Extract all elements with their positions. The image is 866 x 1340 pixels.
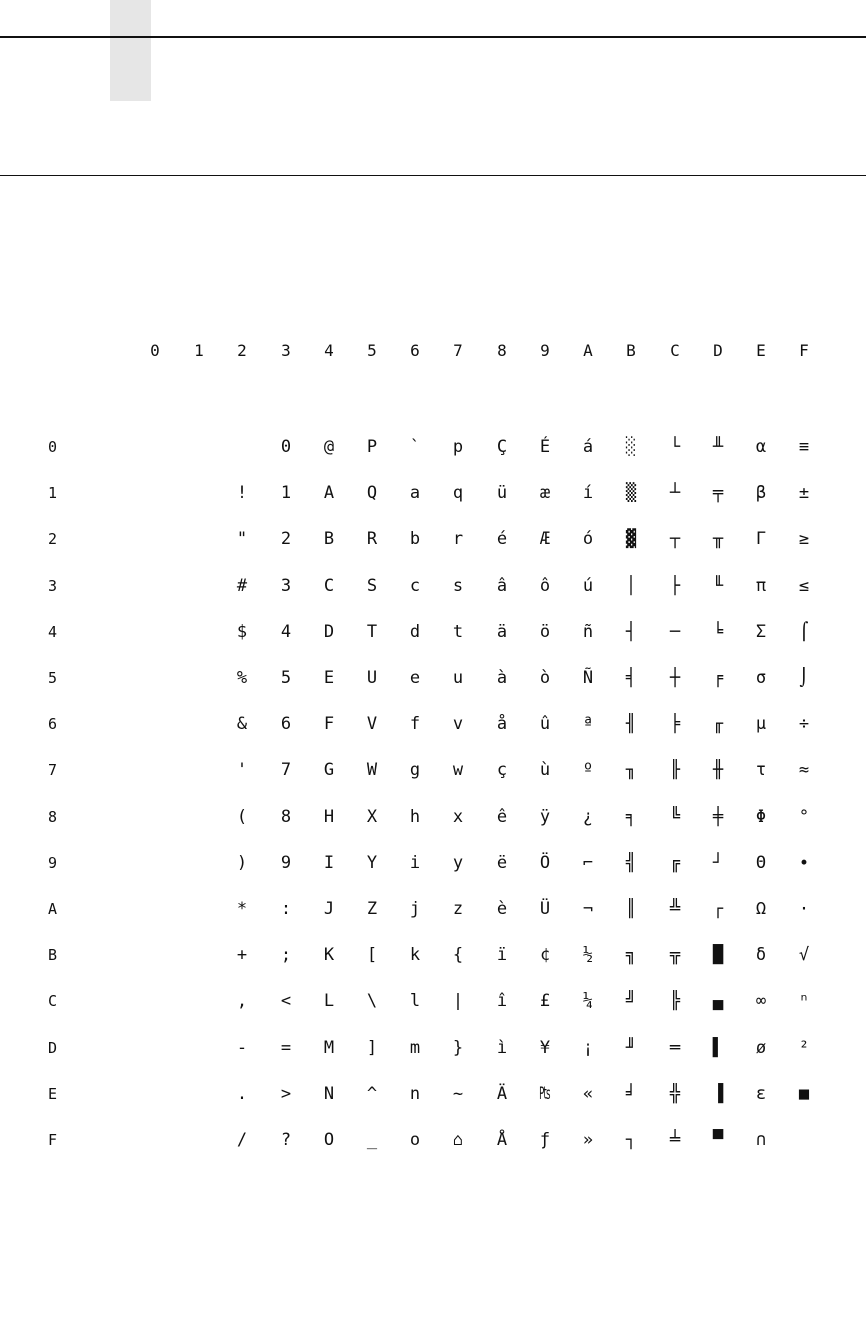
char-cell: ∙ <box>798 853 810 873</box>
char-cell: K <box>323 945 335 965</box>
char-cell: ] <box>366 1038 378 1058</box>
char-cell: Å <box>496 1130 508 1150</box>
char-cell: 2 <box>280 529 292 549</box>
char-cell: U <box>366 668 378 688</box>
char-cell: ≤ <box>798 576 810 596</box>
column-header: F <box>799 341 809 360</box>
row-header: 4 <box>48 623 58 641</box>
char-cell: S <box>366 576 378 596</box>
row-header: 1 <box>48 484 58 502</box>
char-cell: r <box>452 529 464 549</box>
row-header: 8 <box>48 808 58 826</box>
row-header: C <box>48 992 58 1010</box>
char-cell: 9 <box>280 853 292 873</box>
char-cell: ╬ <box>669 1084 681 1104</box>
char-cell: ç <box>496 760 508 780</box>
row-header: 3 <box>48 577 58 595</box>
char-cell: ╚ <box>669 807 681 827</box>
char-cell: w <box>452 760 464 780</box>
char-cell: 6 <box>280 714 292 734</box>
char-cell: ╔ <box>669 853 681 873</box>
char-cell: ■ <box>798 1084 810 1104</box>
column-header: 5 <box>367 341 377 360</box>
row-header: A <box>48 900 58 918</box>
char-cell: ╥ <box>712 529 724 549</box>
column-header: 6 <box>410 341 420 360</box>
char-cell: ƒ <box>539 1130 551 1150</box>
char-cell: ┼ <box>669 668 681 688</box>
row-header: B <box>48 946 58 964</box>
char-cell: è <box>496 899 508 919</box>
char-cell: * <box>236 899 248 919</box>
char-cell: ╟ <box>669 760 681 780</box>
char-cell: ½ <box>582 945 594 965</box>
char-cell: M <box>323 1038 335 1058</box>
char-cell: H <box>323 807 335 827</box>
char-cell: α <box>755 437 767 457</box>
char-cell: é <box>496 529 508 549</box>
char-cell: ┬ <box>669 529 681 549</box>
char-cell: · <box>798 899 810 919</box>
column-header: 4 <box>324 341 334 360</box>
char-cell: . <box>236 1084 248 1104</box>
char-cell: Γ <box>755 529 767 549</box>
char-cell: ▀ <box>712 1130 724 1150</box>
char-cell: R <box>366 529 378 549</box>
char-cell: } <box>452 1038 464 1058</box>
char-cell: l <box>409 991 421 1011</box>
char-cell: à <box>496 668 508 688</box>
char-cell: β <box>755 483 767 503</box>
char-cell: √ <box>798 945 810 965</box>
char-cell: Θ <box>755 853 767 873</box>
char-cell: ╢ <box>625 714 637 734</box>
char-cell: X <box>366 807 378 827</box>
char-cell: Ω <box>755 899 767 919</box>
row-header: 9 <box>48 854 58 872</box>
char-cell: ï <box>496 945 508 965</box>
char-cell: n <box>409 1084 421 1104</box>
char-cell: 7 <box>280 760 292 780</box>
char-cell: ( <box>236 807 248 827</box>
char-cell: Ç <box>496 437 508 457</box>
row-header: 6 <box>48 715 58 733</box>
char-cell: 5 <box>280 668 292 688</box>
row-header: 2 <box>48 530 58 548</box>
char-cell: £ <box>539 991 551 1011</box>
column-header: 1 <box>194 341 204 360</box>
char-cell: ñ <box>582 622 594 642</box>
char-cell: N <box>323 1084 335 1104</box>
char-cell: ~ <box>452 1084 464 1104</box>
char-cell: \ <box>366 991 378 1011</box>
char-cell: ⌠ <box>798 622 810 642</box>
char-cell: T <box>366 622 378 642</box>
char-cell: ¡ <box>582 1038 594 1058</box>
char-cell: ╪ <box>712 807 724 827</box>
column-header: 8 <box>497 341 507 360</box>
char-cell: ═ <box>669 1038 681 1058</box>
char-cell: ┤ <box>625 622 637 642</box>
column-header: 3 <box>281 341 291 360</box>
char-cell: ╝ <box>625 991 637 1011</box>
char-cell: Æ <box>539 529 551 549</box>
char-cell: æ <box>539 483 551 503</box>
char-cell: % <box>236 668 248 688</box>
char-cell: k <box>409 945 421 965</box>
char-cell: ó <box>582 529 594 549</box>
char-cell: ⌐ <box>582 853 594 873</box>
char-cell: ¿ <box>582 807 594 827</box>
char-cell: ╘ <box>712 622 724 642</box>
char-cell: 8 <box>280 807 292 827</box>
char-cell: y <box>452 853 464 873</box>
char-cell: ▒ <box>625 483 637 503</box>
char-cell: ô <box>539 576 551 596</box>
char-cell: A <box>323 483 335 503</box>
page-tab-marker <box>110 0 151 101</box>
char-cell: ? <box>280 1130 292 1150</box>
char-cell: ╖ <box>625 760 637 780</box>
char-cell: x <box>452 807 464 827</box>
column-header: B <box>626 341 636 360</box>
char-cell: í <box>582 483 594 503</box>
char-cell: ä <box>496 622 508 642</box>
row-header: D <box>48 1039 58 1057</box>
char-cell: ▐ <box>712 1084 724 1104</box>
column-header: D <box>713 341 723 360</box>
char-cell: ┐ <box>625 1130 637 1150</box>
char-cell: b <box>409 529 421 549</box>
row-header: 0 <box>48 438 58 456</box>
char-cell: { <box>452 945 464 965</box>
char-cell: │ <box>625 576 637 596</box>
char-cell: Ä <box>496 1084 508 1104</box>
char-cell: ≥ <box>798 529 810 549</box>
char-cell: L <box>323 991 335 1011</box>
char-cell: ╦ <box>669 945 681 965</box>
char-cell: ε <box>755 1084 767 1104</box>
char-cell: : <box>280 899 292 919</box>
char-cell: Ö <box>539 853 551 873</box>
char-cell: ╙ <box>712 576 724 596</box>
char-cell: ╩ <box>669 899 681 919</box>
char-cell: ¥ <box>539 1038 551 1058</box>
char-cell: ¢ <box>539 945 551 965</box>
char-cell: ì <box>496 1038 508 1058</box>
char-cell: e <box>409 668 421 688</box>
char-cell: j <box>409 899 421 919</box>
char-cell: █ <box>712 945 724 965</box>
char-cell: < <box>280 991 292 1011</box>
char-cell: Σ <box>755 622 767 642</box>
char-cell: q <box>452 483 464 503</box>
char-cell: ª <box>582 714 594 734</box>
column-header: 7 <box>453 341 463 360</box>
char-cell: ╧ <box>669 1130 681 1150</box>
char-cell: + <box>236 945 248 965</box>
char-cell: ⌡ <box>798 668 810 688</box>
char-cell: ╞ <box>669 714 681 734</box>
char-cell: ╓ <box>712 714 724 734</box>
char-cell: @ <box>323 437 335 457</box>
column-header: C <box>670 341 680 360</box>
char-cell: Ñ <box>582 668 594 688</box>
char-cell: └ <box>669 437 681 457</box>
char-cell: δ <box>755 945 767 965</box>
char-cell: á <box>582 437 594 457</box>
char-cell: ╤ <box>712 483 724 503</box>
char-cell: J <box>323 899 335 919</box>
char-cell: ü <box>496 483 508 503</box>
char-cell: p <box>452 437 464 457</box>
char-cell: = <box>280 1038 292 1058</box>
char-cell: 3 <box>280 576 292 596</box>
char-cell: a <box>409 483 421 503</box>
row-header: 7 <box>48 761 58 779</box>
char-cell: ⌂ <box>452 1130 464 1150</box>
char-cell: ⁿ <box>798 991 810 1011</box>
char-cell: o <box>409 1130 421 1150</box>
char-cell: m <box>409 1038 421 1058</box>
char-cell: ░ <box>625 437 637 457</box>
char-cell: ∞ <box>755 991 767 1011</box>
char-cell: B <box>323 529 335 549</box>
char-cell: C <box>323 576 335 596</box>
char-cell: $ <box>236 622 248 642</box>
char-cell: º <box>582 760 594 780</box>
char-cell: τ <box>755 760 767 780</box>
char-cell: ┘ <box>712 853 724 873</box>
header-rule <box>0 36 866 38</box>
char-cell: & <box>236 714 248 734</box>
char-cell: Y <box>366 853 378 873</box>
char-cell: ╗ <box>625 945 637 965</box>
char-cell: g <box>409 760 421 780</box>
char-cell: σ <box>755 668 767 688</box>
char-cell: z <box>452 899 464 919</box>
char-cell: W <box>366 760 378 780</box>
char-cell: Φ <box>755 807 767 827</box>
char-cell: , <box>236 991 248 1011</box>
char-cell: h <box>409 807 421 827</box>
char-cell: Q <box>366 483 378 503</box>
row-header: E <box>48 1085 58 1103</box>
char-cell: - <box>236 1038 248 1058</box>
char-cell: ÿ <box>539 807 551 827</box>
char-cell: ╛ <box>625 1084 637 1104</box>
char-cell: d <box>409 622 421 642</box>
char-cell: ╠ <box>669 991 681 1011</box>
char-cell: ö <box>539 622 551 642</box>
char-cell: " <box>236 529 248 549</box>
char-cell: ! <box>236 483 248 503</box>
char-cell: É <box>539 437 551 457</box>
column-header: 2 <box>237 341 247 360</box>
char-cell: G <box>323 760 335 780</box>
char-cell: c <box>409 576 421 596</box>
char-cell: ° <box>798 807 810 827</box>
char-cell: ┌ <box>712 899 724 919</box>
char-cell: ╣ <box>625 853 637 873</box>
char-cell: > <box>280 1084 292 1104</box>
column-header: 9 <box>540 341 550 360</box>
char-cell: ë <box>496 853 508 873</box>
char-cell: ─ <box>669 622 681 642</box>
char-cell: 4 <box>280 622 292 642</box>
char-cell: [ <box>366 945 378 965</box>
char-cell: ├ <box>669 576 681 596</box>
column-header: A <box>583 341 593 360</box>
char-cell: P <box>366 437 378 457</box>
char-cell: u <box>452 668 464 688</box>
row-header: F <box>48 1131 58 1149</box>
char-cell: å <box>496 714 508 734</box>
char-cell: ê <box>496 807 508 827</box>
char-cell: ▓ <box>625 529 637 549</box>
char-cell: E <box>323 668 335 688</box>
char-cell: ; <box>280 945 292 965</box>
char-cell: 0 <box>280 437 292 457</box>
char-cell: F <box>323 714 335 734</box>
char-cell: » <box>582 1130 594 1150</box>
char-cell: ≈ <box>798 760 810 780</box>
char-cell: f <box>409 714 421 734</box>
char-cell: ║ <box>625 899 637 919</box>
char-cell: ù <box>539 760 551 780</box>
char-cell: # <box>236 576 248 596</box>
char-cell: ╨ <box>712 437 724 457</box>
char-cell: ₧ <box>539 1084 551 1104</box>
char-cell: ¬ <box>582 899 594 919</box>
char-cell: π <box>755 576 767 596</box>
char-cell: ` <box>409 437 421 457</box>
char-cell: û <box>539 714 551 734</box>
char-cell: ╜ <box>625 1038 637 1058</box>
char-cell: _ <box>366 1130 378 1150</box>
char-cell: ² <box>798 1038 810 1058</box>
char-cell: â <box>496 576 508 596</box>
char-cell: ' <box>236 760 248 780</box>
section-rule <box>0 175 866 176</box>
char-cell: i <box>409 853 421 873</box>
char-cell: I <box>323 853 335 873</box>
char-cell: ò <box>539 668 551 688</box>
char-cell: ▄ <box>712 991 724 1011</box>
char-cell: t <box>452 622 464 642</box>
char-cell: ú <box>582 576 594 596</box>
column-header: 0 <box>150 341 160 360</box>
char-cell: î <box>496 991 508 1011</box>
char-cell: ¼ <box>582 991 594 1011</box>
char-cell: ) <box>236 853 248 873</box>
char-cell: v <box>452 714 464 734</box>
char-cell: « <box>582 1084 594 1104</box>
char-cell: Z <box>366 899 378 919</box>
char-cell: ^ <box>366 1084 378 1104</box>
column-header: E <box>756 341 766 360</box>
row-header: 5 <box>48 669 58 687</box>
char-cell: 1 <box>280 483 292 503</box>
char-cell: ╒ <box>712 668 724 688</box>
char-cell: s <box>452 576 464 596</box>
char-cell: ø <box>755 1038 767 1058</box>
char-cell: ∩ <box>755 1130 767 1150</box>
char-cell: µ <box>755 714 767 734</box>
char-cell: D <box>323 622 335 642</box>
char-cell: ▌ <box>712 1038 724 1058</box>
char-cell: / <box>236 1130 248 1150</box>
char-cell: ╕ <box>625 807 637 827</box>
char-cell: V <box>366 714 378 734</box>
char-cell: ╡ <box>625 668 637 688</box>
char-cell: Ü <box>539 899 551 919</box>
char-cell: ÷ <box>798 714 810 734</box>
char-cell: | <box>452 991 464 1011</box>
char-cell: ╫ <box>712 760 724 780</box>
char-cell: O <box>323 1130 335 1150</box>
char-cell: ± <box>798 483 810 503</box>
char-cell: ┴ <box>669 483 681 503</box>
char-cell: ≡ <box>798 437 810 457</box>
